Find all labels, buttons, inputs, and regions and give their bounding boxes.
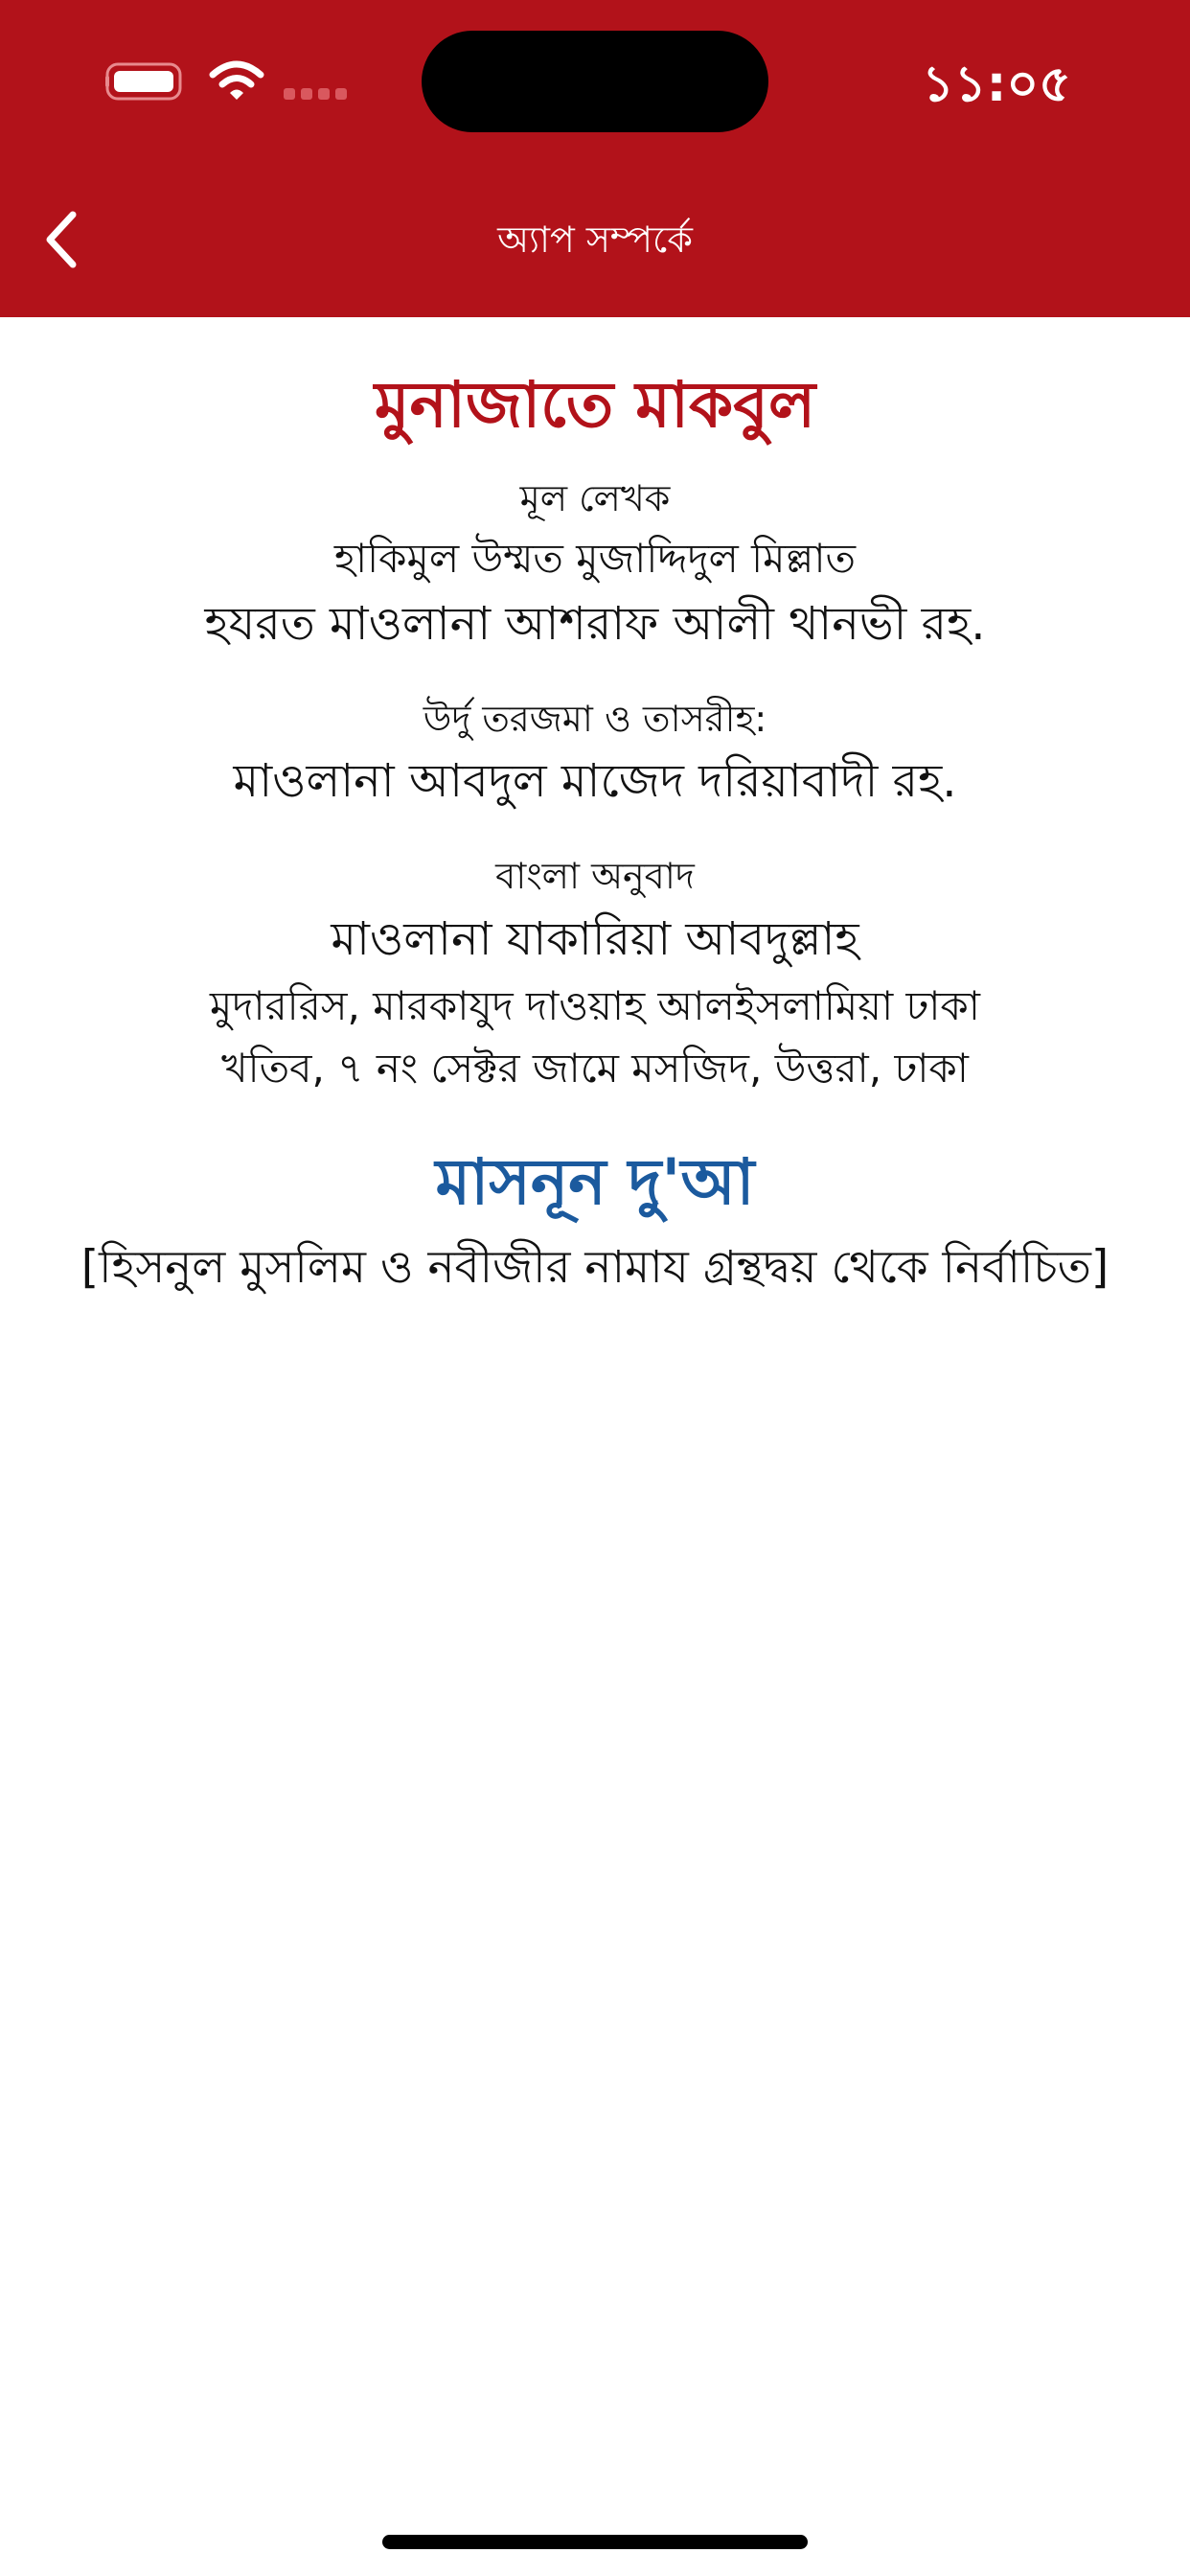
translator-role-1: মুদাররিস, মারকাযুদ দাওয়াহ আলইসলামিয়া ঢাকা bbox=[210, 982, 980, 1029]
chevron-left-icon bbox=[40, 209, 82, 270]
author-honorific: হাকিমুল উম্মত মুজাদ্দিদুল মিল্লাত bbox=[333, 535, 857, 582]
wifi-icon bbox=[209, 59, 264, 102]
urdu-translator-name: মাওলানা আবদুল মাজেদ দরিয়াবাদী রহ. bbox=[233, 754, 957, 808]
author-label: মূল লেখক bbox=[519, 477, 671, 519]
home-indicator[interactable] bbox=[382, 2535, 808, 2549]
book-title: মুনাজাতে মাকবুল bbox=[374, 368, 816, 442]
bangla-translator-name: মাওলানা যাকারিয়া আবদুল্লাহ bbox=[331, 912, 859, 966]
dynamic-island bbox=[422, 31, 768, 132]
status-time: ১১:০৫ bbox=[922, 56, 1071, 113]
page-title: অ্যাপ সম্পর্কে bbox=[497, 218, 693, 261]
author-name: হযরত মাওলানা আশরাফ আলী থানভী রহ. bbox=[204, 597, 986, 651]
back-button[interactable] bbox=[23, 201, 100, 278]
section-note: [হিসনুল মুসলিম ও নবীজীর নামায গ্রন্থদ্বয় থেকে নির্বাচিত] bbox=[80, 1241, 1110, 1294]
status-bar bbox=[0, 0, 1190, 163]
urdu-translation-label: উর্দু তরজমা ও তাসরীহ: bbox=[423, 698, 767, 740]
battery-icon bbox=[105, 60, 190, 103]
translator-role-2: খতিব, ৭ নং সেক্টর জামে মসজিদ, উত্তরা, ঢাকা bbox=[221, 1045, 969, 1092]
header bbox=[0, 0, 1190, 317]
nav-bar bbox=[0, 163, 1190, 317]
bangla-translation-label: বাংলা অনুবাদ bbox=[495, 855, 695, 897]
section-title: মাসনূন দু'আ bbox=[435, 1145, 755, 1219]
signal-icon bbox=[284, 86, 347, 100]
